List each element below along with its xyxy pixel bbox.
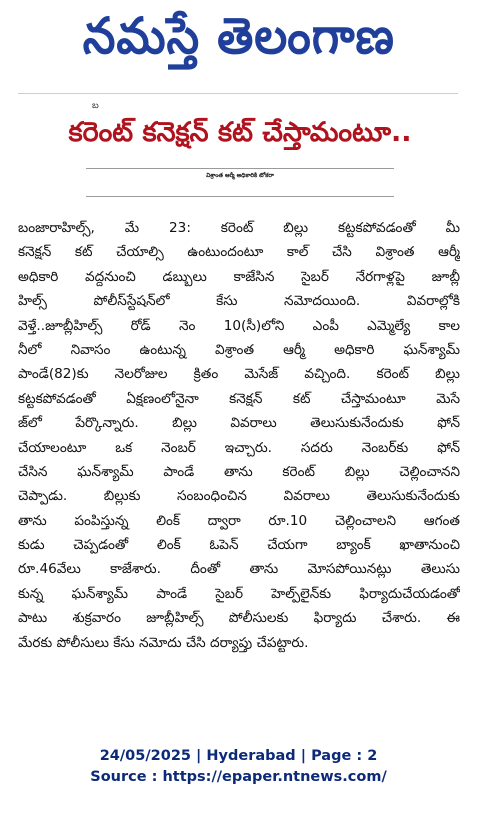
article-subheadline: విశ్రాంత ఆర్మీ అధికారికి టోకరా — [206, 173, 274, 179]
article-line: కుడు చెప్పడంతో లింక్ ఓపెన్ చేయగా బ్యాంక్ ఖాతానుంచి — [18, 537, 460, 554]
article-line: తాను పంపిస్తున్న లింక్ ద్వారా రూ.10 చెల్లించాలని ఆగంత — [18, 512, 460, 529]
article-line: కనెక్షన్ కట్ చేయాల్సి ఉంటుందంటూ కాల్ చేసి విశ్రాంత ఆర్మీ — [18, 244, 460, 261]
article-line: హిల్స్ పోలీస్‌స్టేషన్‌లో కేసు నమోదయింది. వివరాల్లోకి — [18, 293, 460, 310]
footer-date-page: 24/05/2025 | Hyderabad | Page : 2 — [99, 748, 378, 764]
article-line: జ్‌లో పేర్కొన్నారు. బిల్లు వివరాలు తెలుసుకునేందుకు ఫోన్ — [18, 415, 460, 432]
small-mark: బ — [92, 101, 99, 111]
article-headline: కరెంట్ కనెక్షన్ కట్ చేస్తామంటూ.. — [68, 117, 412, 148]
article-line: చెప్పాడు. బిల్లుకు సంబంధించిన వివరాలు తెలుసుకునేందుకు — [18, 488, 460, 505]
article-line: పాటు శుక్రవారం జూబ్లీహిల్స్ పోలీసులకు ఫిర్యాదు చేశారు. ఈ — [18, 610, 460, 627]
clipping-footer — [0, 746, 477, 788]
article-line: కట్టకపోవడంతో ఏక్షణంలోనైనా కనెక్షన్ కట్ చేస్తామంటూ మెసే — [18, 390, 460, 407]
article-line: అధికారి వద్దనుంచి డబ్బులు కాజేసిన సైబర్ నేరగాళ్లపై జూబ్లీ — [18, 268, 460, 285]
article-line: మేరకు పోలీసులు కేసు నమోదు చేసి దర్యాప్తు చేపట్టారు. — [18, 634, 309, 651]
article-line: కున్న ఘన్‌శ్యామ్ పాండే సైబర్ హెల్ప్‌లైన్‌కు ఫిర్యాదుచేయడంతో — [18, 585, 460, 602]
masthead-divider — [18, 93, 458, 94]
footer-source: Source : https://epaper.ntnews.com/ — [90, 769, 387, 785]
article-line: బంజారాహిల్స్, మే 23: కరెంట్ బిల్లు కట్టకపోవడంతో మీ — [18, 220, 460, 236]
article-line: రూ.46వేలు కాజేశారు. దీంతో తాను మోసపోయినట్లు తెలుసు — [18, 561, 460, 578]
article-line: చేయాలంటూ ఒక నెంబర్ ఇచ్చారు. సదరు నెంబర్‌కు ఫోన్ — [18, 439, 460, 456]
article-line: వెళ్తే..జూబ్లీహిల్స్ రోడ్ నెం 10(సీ)లోని ఎంపీ ఎమ్మెల్యే కాల — [18, 317, 460, 334]
article-line: నీలో నివాసం ఉంటున్న విశ్రాంత ఆర్మీ అధికారి ఘన్‌శ్యామ్ — [18, 341, 460, 358]
article-line: పాండే(82)కు నెలరోజుల క్రితం మెసేజ్ వచ్చింది. కరెంట్ బిల్లు — [18, 366, 460, 383]
article-body — [18, 216, 460, 655]
masthead-title: నమస్తే తెలంగాణ — [82, 6, 396, 65]
newspaper-masthead — [38, 8, 440, 76]
article-line: చేసిన ఘన్‌శ్యామ్ పాండే తాను కరెంట్ బిల్లు చెల్లించానని — [18, 463, 460, 480]
